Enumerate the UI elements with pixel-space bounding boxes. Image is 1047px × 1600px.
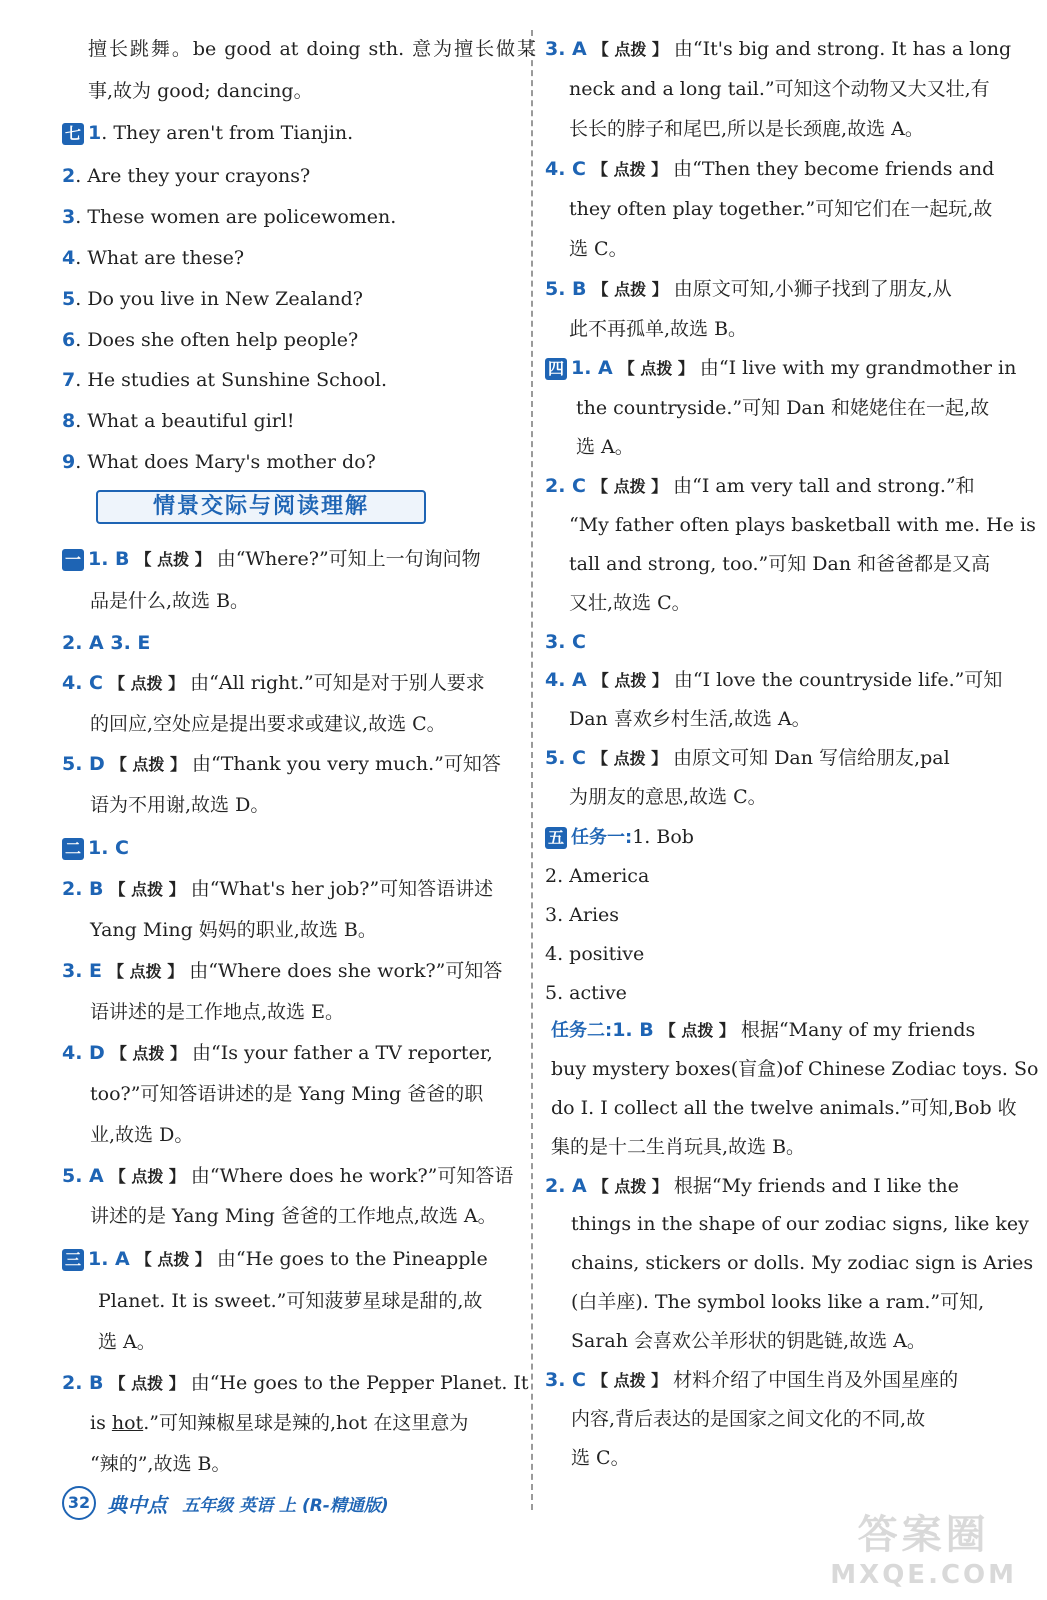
text-line: 语为不用谢,故选 D。 bbox=[90, 794, 270, 816]
answer-7-9: 9. What does Mary's mother do? bbox=[62, 451, 376, 473]
answer-3-1: 三 1. A 【 点拨 】 由“He goes to the Pineapple bbox=[62, 1246, 488, 1273]
brand-logo: 典中点 bbox=[107, 1492, 168, 1517]
text-line: “辣的”,故选 B。 bbox=[90, 1453, 231, 1475]
answer-7-2: 2. Are they your crayons? bbox=[62, 165, 311, 187]
task-one-5: 5. active bbox=[545, 982, 627, 1004]
column-divider bbox=[531, 30, 533, 1510]
answer-r-3: 3. A 【 点拨 】 由“It's big and strong. It has a long bbox=[545, 38, 1012, 60]
task-two-2: 2. A 【 点拨 】 根据“My friends and I like the bbox=[545, 1175, 959, 1197]
text-line: things in the shape of our zodiac signs, like key bbox=[571, 1213, 1029, 1235]
task-one-2: 2. America bbox=[545, 865, 650, 887]
answer-r-5: 5. B 【 点拨 】 由原文可知,小狮子找到了朋友,从 bbox=[545, 278, 952, 300]
text-line: 语讲述的是工作地点,故选 E。 bbox=[90, 1001, 344, 1023]
answer-3-2: 2. B 【 点拨 】 由“He goes to the Pepper Planet. It bbox=[62, 1372, 529, 1394]
page-number: 32 bbox=[62, 1486, 96, 1520]
answer-4-4: 4. A 【 点拨 】 由“I love the countryside life.”可知 bbox=[545, 669, 1003, 691]
task-two-label: 任务二: bbox=[551, 1020, 613, 1041]
answer-1-5: 5. D 【 点拨 】 由“Thank you very much.”可知答 bbox=[62, 753, 501, 775]
answer-7-6: 6. Does she often help people? bbox=[62, 329, 359, 351]
answer-1-23: 2. A 3. E bbox=[62, 632, 151, 654]
watermark-line1: 答案圈 bbox=[857, 1512, 990, 1558]
text-line: 擅长跳舞。be good at doing sth. 意为擅长做某 bbox=[88, 38, 536, 60]
text-line: they often play together.”可知它们在一起玩,故 bbox=[569, 198, 993, 220]
answer-2-4: 4. D 【 点拨 】 由“Is your father a TV reporter, bbox=[62, 1042, 493, 1064]
text-line: Planet. It is sweet.”可知菠萝星球是甜的,故 bbox=[98, 1290, 483, 1312]
text-line: “My father often plays basketball with me. He is bbox=[569, 514, 1036, 536]
text-line: 事,故为 good; dancing。 bbox=[88, 80, 313, 102]
task-one-label: 任务一: bbox=[571, 827, 633, 848]
text-line: 内容,背后表达的是国家之间文化的不同,故 bbox=[571, 1408, 926, 1430]
text-line: 此不再孤单,故选 B。 bbox=[569, 318, 748, 340]
text-line: is hot.”可知辣椒星球是辣的,hot 在这里意为 bbox=[90, 1412, 469, 1434]
answer-2-3: 3. E 【 点拨 】 由“Where does she work?”可知答 bbox=[62, 960, 503, 982]
section-two-tag: 二 bbox=[62, 838, 84, 860]
text-line: 业,故选 D。 bbox=[90, 1124, 194, 1146]
page-footer bbox=[62, 1486, 389, 1520]
text-line: 选 C。 bbox=[571, 1447, 630, 1469]
answer-7-5: 5. Do you live in New Zealand? bbox=[62, 288, 363, 310]
answer-7-7: 7. He studies at Sunshine School. bbox=[62, 369, 388, 391]
text-line: 品是什么,故选 B。 bbox=[90, 590, 250, 612]
text-line: tall and strong, too.”可知 Dan 和爸爸都是又高 bbox=[569, 553, 991, 575]
text-line: do I. I collect all the twelve animals.”可知,Bob 收 bbox=[551, 1097, 1017, 1119]
task-two-1: 任务二:1. B 【 点拨 】 根据“Many of my friends bbox=[551, 1019, 976, 1041]
tip-label: 【 点拨 】 bbox=[135, 550, 211, 569]
answer-7-1: 七 1. They aren't from Tianjin. bbox=[62, 120, 353, 146]
watermark bbox=[830, 1503, 1017, 1590]
text-line: 又壮,故选 C。 bbox=[569, 592, 691, 614]
section-three-tag: 三 bbox=[62, 1249, 84, 1271]
text-line: 集的是十二生肖玩具,故选 B。 bbox=[551, 1136, 806, 1158]
answer-7-8: 8. What a beautiful girl! bbox=[62, 410, 295, 432]
text-line: (白羊座). The symbol looks like a ram.”可知, bbox=[571, 1291, 985, 1313]
text-line: buy mystery boxes(盲盒)of Chinese Zodiac toys. So bbox=[551, 1058, 1039, 1080]
answer-7-3: 3. These women are policewomen. bbox=[62, 206, 397, 228]
text-line: Sarah 会喜欢公羊形状的钥匙链,故选 A。 bbox=[571, 1330, 926, 1352]
answer-1-4: 4. C 【 点拨 】 由“All right.”可知是对于别人要求 bbox=[62, 672, 485, 694]
answer-4-1: 四 1. A 【 点拨 】 由“I live with my grandmother in bbox=[545, 355, 1016, 382]
text-line: Dan 喜欢乡村生活,故选 A。 bbox=[569, 708, 811, 730]
answer-r-4: 4. C 【 点拨 】 由“Then they become friends and bbox=[545, 158, 995, 180]
text-line: neck and a long tail.”可知这个动物又大又壮,有 bbox=[569, 78, 990, 100]
section-four-tag: 四 bbox=[545, 358, 567, 380]
task-one-3: 3. Aries bbox=[545, 904, 620, 926]
answer-4-5: 5. C 【 点拨 】 由原文可知 Dan 写信给朋友,pal bbox=[545, 747, 950, 769]
text-line: chains, stickers or dolls. My zodiac sign is Aries bbox=[571, 1252, 1034, 1274]
section-title: 情景交际与阅读理解 bbox=[96, 490, 426, 524]
text-line: 长长的脖子和尾巴,所以是长颈鹿,故选 A。 bbox=[569, 118, 924, 140]
task-one-1: 五 任务一:1. Bob bbox=[545, 824, 694, 851]
section-one-tag: 一 bbox=[62, 549, 84, 571]
text-line: 为朋友的意思,故选 C。 bbox=[569, 786, 767, 808]
answer-4-2: 2. C 【 点拨 】 由“I am very tall and strong.”和 bbox=[545, 475, 975, 497]
task-two-3: 3. C 【 点拨 】 材料介绍了中国生肖及外国星座的 bbox=[545, 1369, 959, 1391]
underlined-word: hot bbox=[111, 1412, 144, 1434]
section-five-tag: 五 bbox=[545, 827, 567, 849]
answer-2-1: 二 1. C bbox=[62, 835, 129, 861]
text-line: 选 C。 bbox=[569, 238, 628, 260]
text-line: the countryside.”可知 Dan 和姥姥住在一起,故 bbox=[576, 397, 990, 419]
answer-text: They aren't from Tianjin. bbox=[113, 122, 354, 144]
text-line: 选 A。 bbox=[98, 1331, 156, 1353]
book-title: 五年级 英语 上 (R-精通版) bbox=[182, 1495, 389, 1516]
answer-7-4: 4. What are these? bbox=[62, 247, 245, 269]
answer-2-5: 5. A 【 点拨 】 由“Where does he work?”可知答语 bbox=[62, 1165, 514, 1187]
answer-2-2: 2. B 【 点拨 】 由“What's her job?”可知答语讲述 bbox=[62, 878, 494, 900]
text-line: 的回应,空处应是提出要求或建议,故选 C。 bbox=[90, 713, 446, 735]
watermark-line2: MXQE.COM bbox=[830, 1560, 1017, 1590]
task-one-4: 4. positive bbox=[545, 943, 645, 965]
answer-number: 1 bbox=[88, 122, 102, 144]
text-line: Yang Ming 妈妈的职业,故选 B。 bbox=[90, 919, 377, 941]
section-seven-tag: 七 bbox=[62, 123, 84, 145]
answer-1-1: 一 1. B 【 点拨 】 由“Where?”可知上一句询问物 bbox=[62, 546, 481, 573]
text-line: 讲述的是 Yang Ming 爸爸的工作地点,故选 A。 bbox=[90, 1205, 497, 1227]
answer-4-3: 3. C bbox=[545, 631, 586, 653]
text-line: 选 A。 bbox=[576, 436, 634, 458]
text-line: too?”可知答语讲述的是 Yang Ming 爸爸的职 bbox=[90, 1083, 484, 1105]
